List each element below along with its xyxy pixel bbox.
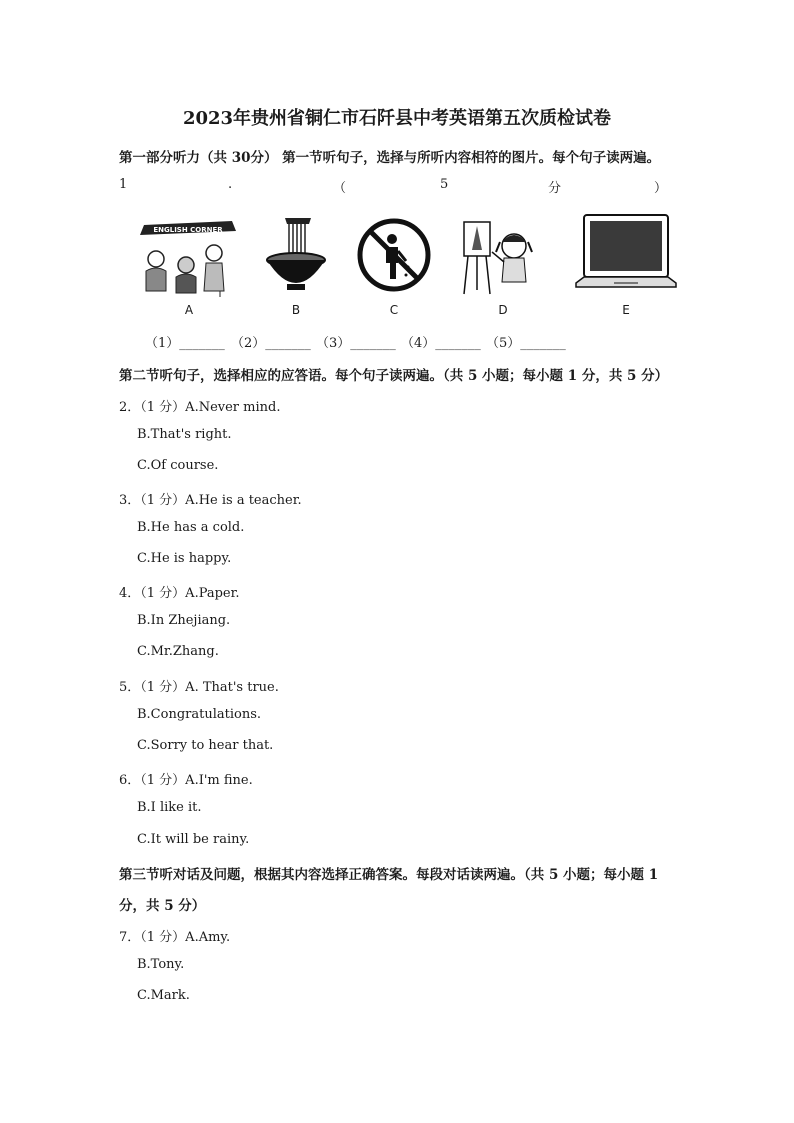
score-unit: 分	[548, 181, 562, 196]
option-c: C.It will be rainy.	[137, 832, 250, 847]
question-stem: 3．（1 分）A.He is a teacher.	[119, 493, 302, 508]
answer-blank-5[interactable]: （5）_______	[486, 336, 566, 351]
picture-label-c: C	[389, 303, 399, 317]
question-number: 1	[119, 177, 128, 192]
sign-text: ENGLISH CORNER	[153, 226, 223, 234]
option-b: B.Tony.	[137, 957, 185, 972]
page-title: 2023年贵州省铜仁市石阡县中考英语第五次质检试卷	[182, 108, 612, 129]
part1-heading: 第一部分听力（共 30分） 第一节听句子，选择与所听内容相符的图片。每个句子读两遍。	[119, 150, 661, 166]
option-c: C.Of course.	[137, 458, 219, 473]
option-c: C.Sorry to hear that.	[137, 738, 274, 753]
picture-label-a: A	[184, 303, 194, 317]
option-b: B.In Zhejiang.	[137, 613, 231, 628]
option-c: C.He is happy.	[137, 551, 232, 566]
answer-blank-3[interactable]: （3）_______	[316, 336, 396, 351]
answer-blank-1[interactable]: （1）_______	[145, 336, 225, 351]
question-stem: 2．（1 分）A.Never mind.	[119, 400, 281, 415]
english-corner-icon	[138, 205, 238, 297]
noodles-bowl-icon	[265, 216, 327, 294]
question-stem: 6．（1 分）A.I'm fine.	[119, 773, 253, 788]
option-c: C.Mark.	[137, 988, 190, 1003]
girl-painting-icon	[460, 212, 534, 296]
question-stem: 5．（1 分）A. That's true.	[119, 680, 279, 695]
option-c: C.Mr.Zhang.	[137, 644, 219, 659]
option-b: B.That's right.	[137, 427, 232, 442]
section2-heading: 第二节听句子，选择相应的应答语。每个句子读两遍。（共 5 小题；每小题 1 分，共 5 分）	[119, 368, 669, 384]
section3-heading-cont: 分，共 5 分）	[119, 898, 206, 914]
option-b: B.I like it.	[137, 800, 202, 815]
section3-heading: 第三节听对话及问题，根据其内容选择正确答案。每段对话读两遍。（共 5 小题；每小题 1	[119, 867, 659, 883]
close-paren: ）	[654, 181, 668, 196]
score-value: 5	[440, 177, 449, 192]
picture-label-b: B	[291, 303, 301, 317]
option-b: B.He has a cold.	[137, 520, 245, 535]
question-stem: 4．（1 分）A.Paper.	[119, 586, 240, 601]
answer-blank-2[interactable]: （2）_______	[231, 336, 311, 351]
open-paren: （	[333, 181, 347, 196]
question-1-line	[0, 177, 794, 195]
question-stem: 7．（1 分）A.Amy.	[119, 930, 231, 945]
answer-blank-4[interactable]: （4）_______	[401, 336, 481, 351]
laptop-icon	[574, 213, 678, 295]
no-littering-sign-icon	[356, 217, 432, 293]
option-b: B.Congratulations.	[137, 707, 262, 722]
question-dot: .	[228, 177, 233, 192]
picture-label-d: D	[498, 303, 508, 317]
picture-label-e: E	[622, 303, 630, 317]
